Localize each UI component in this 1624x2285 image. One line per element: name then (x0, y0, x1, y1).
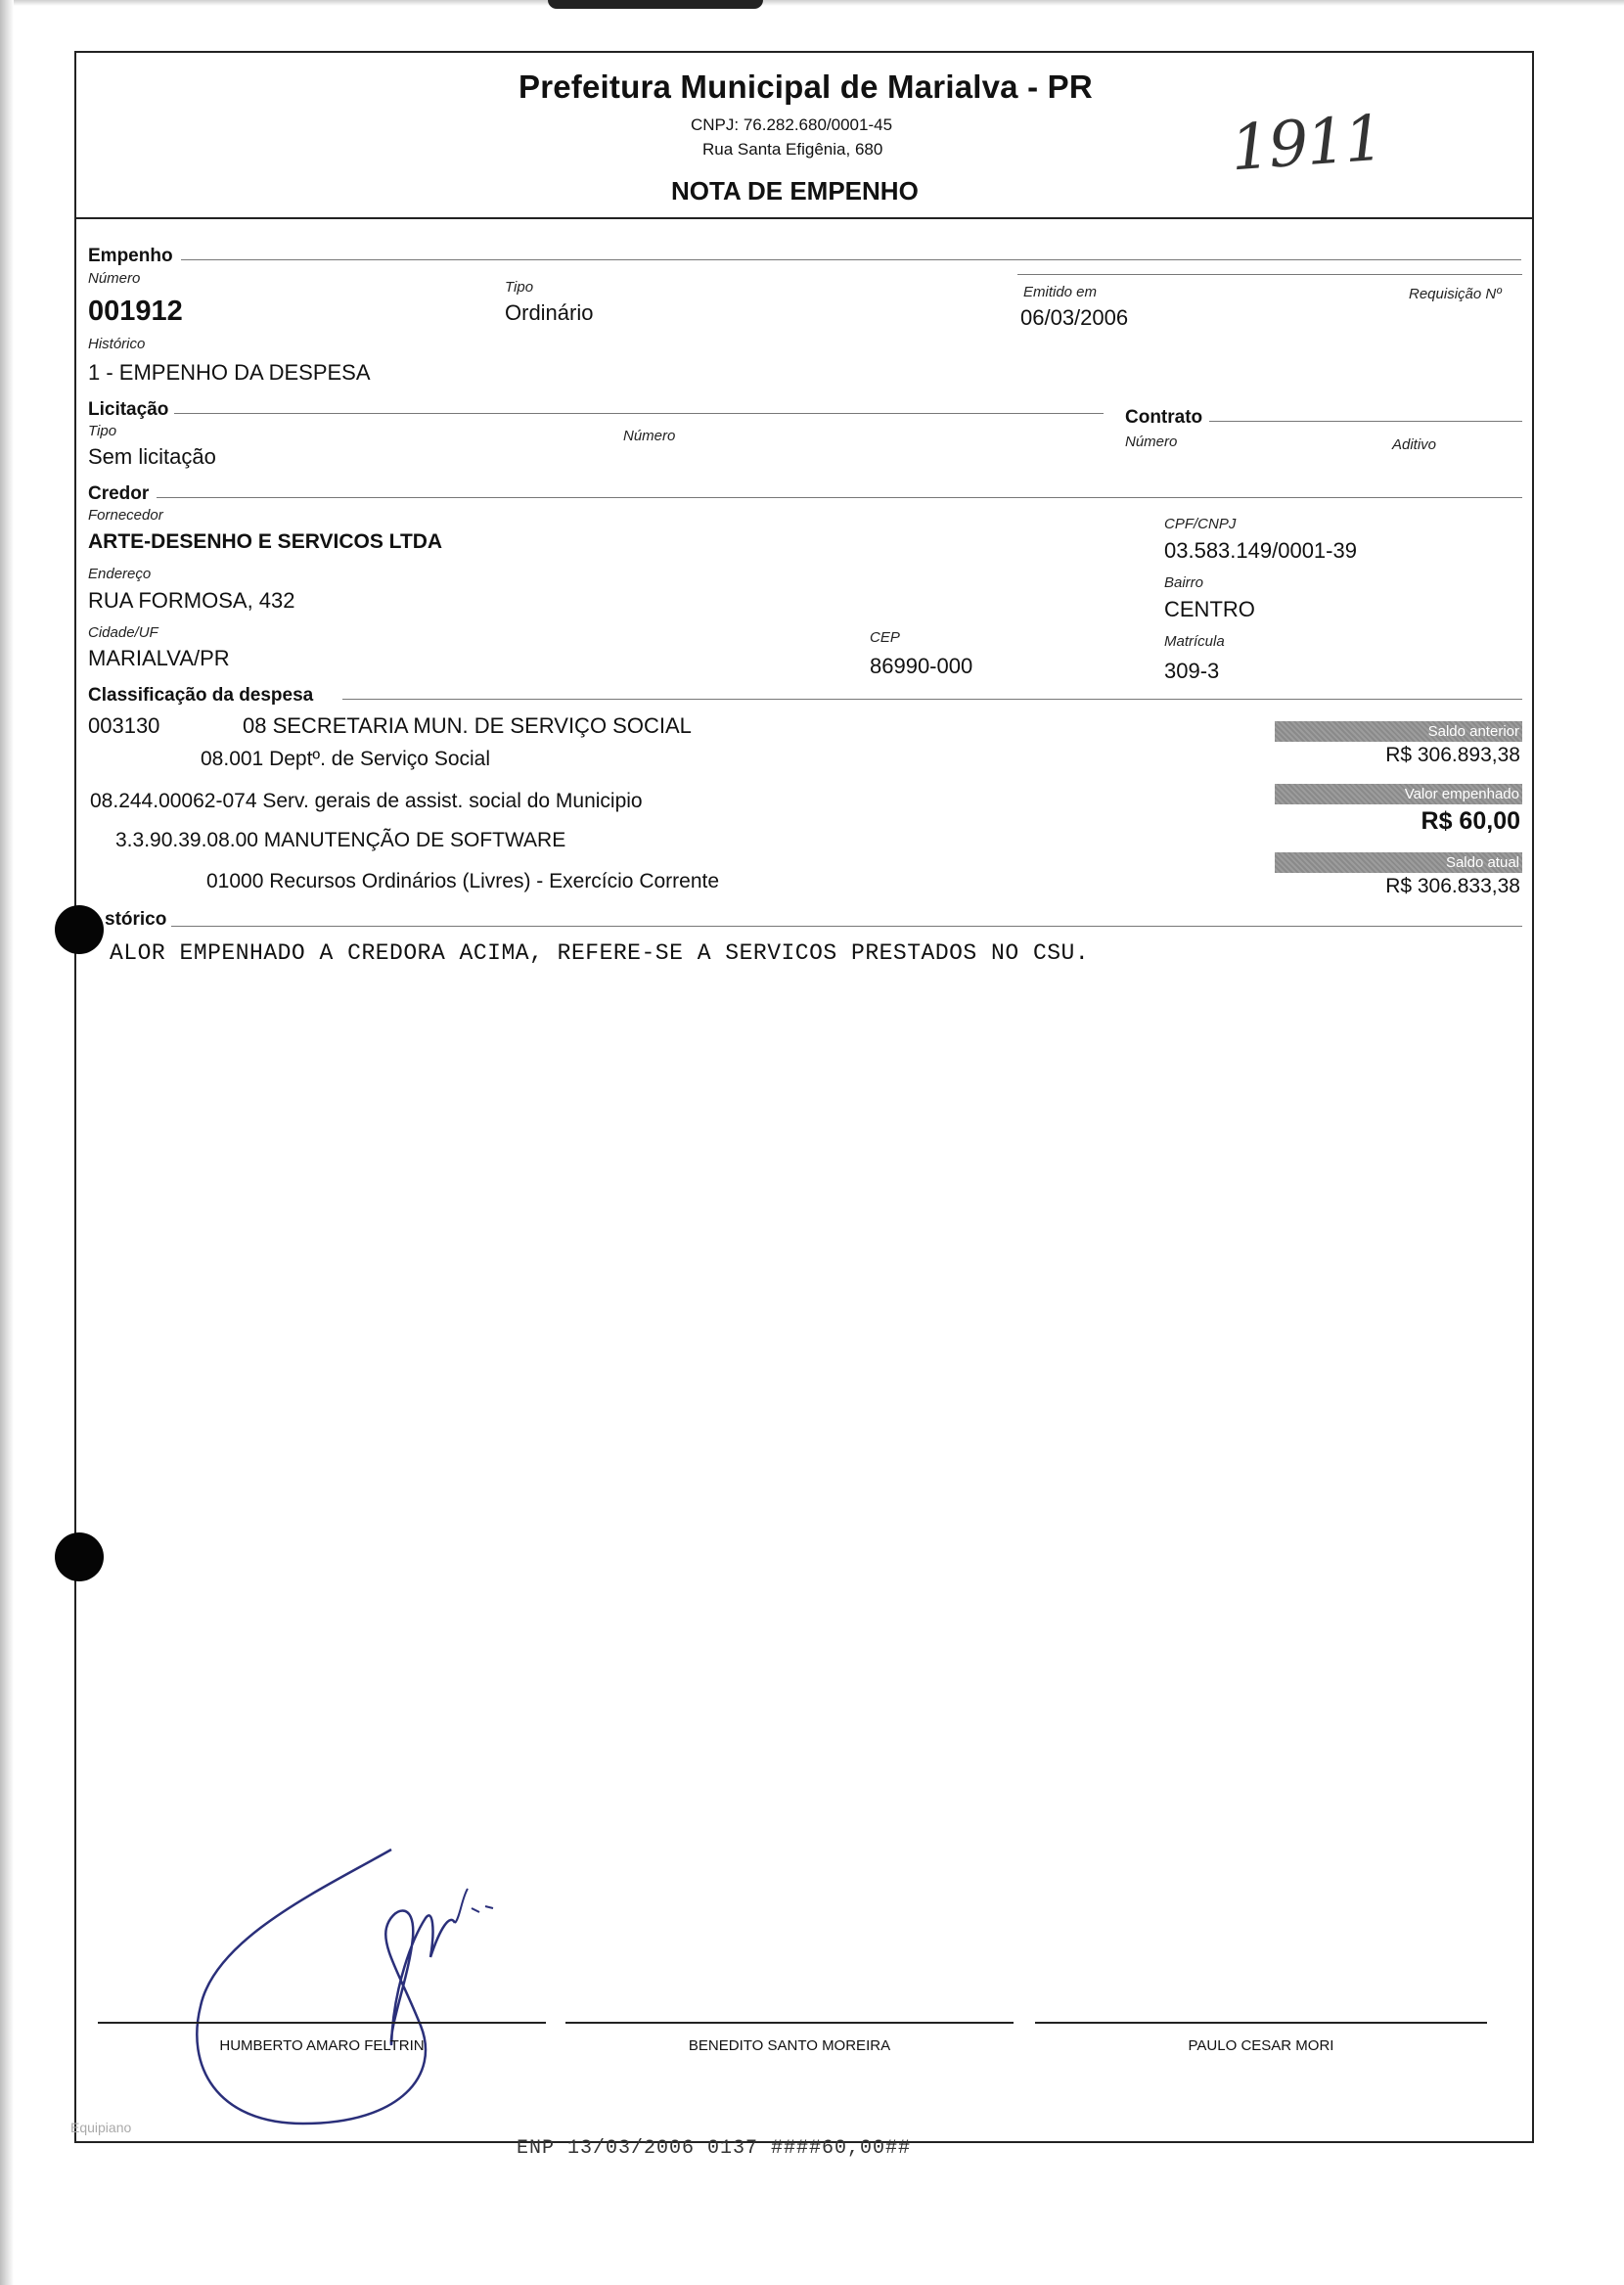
licitacao-numero-label: Número (623, 428, 676, 444)
numero-label: Número (88, 270, 141, 287)
section-rule (342, 699, 1522, 700)
cep-label: CEP (870, 629, 900, 646)
bairro-label: Bairro (1164, 574, 1204, 591)
handwritten-number: 1911 (1228, 102, 1385, 186)
classificacao-departamento: 08.001 Deptº. de Serviço Social (201, 748, 491, 770)
section-classificacao: Classificação da despesa (88, 685, 314, 706)
cidade-value: MARIALVA/PR (88, 646, 230, 670)
matricula-value: 309-3 (1164, 659, 1220, 683)
section-rule (174, 413, 1104, 414)
section-rule (1017, 274, 1522, 275)
section-licitacao: Licitação (88, 399, 169, 420)
saldo-atual-value: R$ 306.833,38 (1385, 875, 1520, 897)
bairro-value: CENTRO (1164, 597, 1255, 621)
fornecedor-name: ARTE-DESENHO E SERVICOS LTDA (88, 530, 443, 553)
historico-text: ALOR EMPENHADO A CREDORA ACIMA, REFERE-SE A SERVICOS PRESTADOS NO CSU. (110, 940, 1090, 966)
saldo-anterior-label: Saldo anterior (1275, 721, 1522, 742)
section-credor: Credor (88, 483, 150, 504)
cidade-label: Cidade/UF (88, 624, 158, 641)
empenho-numero: 001912 (88, 296, 183, 327)
address-text: Rua Santa Efigênia, 680 (702, 140, 883, 159)
section-contrato: Contrato (1125, 407, 1203, 428)
signatory-1: HUMBERTO AMARO FELTRIN (219, 2037, 425, 2054)
signatory-3: PAULO CESAR MORI (1188, 2037, 1334, 2054)
endereco-value: RUA FORMOSA, 432 (88, 588, 295, 613)
endereco-label: Endereço (88, 566, 152, 582)
licitacao-tipo-label: Tipo (88, 423, 117, 439)
licitacao-tipo: Sem licitação (88, 444, 216, 469)
section-empenho: Empenho (88, 246, 173, 266)
handwritten-signature (157, 1830, 548, 2143)
section-rule (1209, 421, 1522, 422)
classificacao-secretaria: 08 SECRETARIA MUN. DE SERVIÇO SOCIAL (243, 713, 692, 738)
municipality-title: Prefeitura Municipal de Marialva - PR (519, 69, 1093, 105)
section-rule (157, 497, 1522, 498)
document-title: NOTA DE EMPENHO (671, 176, 919, 206)
matricula-label: Matrícula (1164, 633, 1225, 650)
section-rule (171, 926, 1522, 927)
empenho-tipo: Ordinário (505, 300, 594, 325)
contrato-numero-label: Número (1125, 434, 1178, 450)
requisicao-label: Requisição Nº (1409, 286, 1502, 302)
valor-empenhado-value: R$ 60,00 (1421, 807, 1520, 835)
signatory-2: BENEDITO SANTO MOREIRA (688, 2037, 891, 2054)
classificacao-recurso: 01000 Recursos Ordinários (Livres) - Exercício Corrente (206, 870, 720, 892)
scan-edge-top (0, 0, 1624, 6)
punch-hole (55, 905, 104, 954)
historico-label: Histórico (88, 336, 146, 352)
cpf-label: CPF/CNPJ (1164, 516, 1237, 532)
classificacao-code: 003130 (88, 713, 160, 738)
punch-hole (55, 1532, 104, 1581)
cep-value: 86990-000 (870, 654, 973, 678)
mechanical-stamp: ENP 13/03/2006 0137 ####60,00## (517, 2137, 912, 2160)
emitido-date: 06/03/2006 (1020, 305, 1129, 330)
signature-line (1035, 2022, 1487, 2024)
classificacao-elemento: 3.3.90.39.08.00 MANUTENÇÃO DE SOFTWARE (115, 829, 566, 851)
signature-line (98, 2022, 546, 2024)
saldo-anterior-value: R$ 306.893,38 (1385, 744, 1520, 766)
saldo-atual-label: Saldo atual (1275, 852, 1522, 873)
scan-edge-left (0, 0, 14, 2285)
empenho-historico: 1 - EMPENHO DA DESPESA (88, 360, 371, 385)
section-historico: stórico (105, 909, 167, 930)
contrato-aditivo-label: Aditivo (1392, 436, 1437, 453)
scan-shadow (548, 0, 763, 9)
valor-empenhado-label: Valor empenhado (1275, 784, 1522, 804)
fornecedor-label: Fornecedor (88, 507, 163, 524)
signature-line (565, 2022, 1014, 2024)
cnpj-text: CNPJ: 76.282.680/0001-45 (691, 115, 893, 134)
cpf-value: 03.583.149/0001-39 (1164, 538, 1357, 563)
section-rule (181, 259, 1521, 260)
tipo-label: Tipo (505, 279, 534, 296)
header-separator (74, 217, 1534, 219)
emitido-label: Emitido em (1023, 284, 1098, 300)
equipe-text: Equipiano (70, 2120, 132, 2135)
classificacao-funcional: 08.244.00062-074 Serv. gerais de assist. social do Municipio (90, 790, 643, 812)
